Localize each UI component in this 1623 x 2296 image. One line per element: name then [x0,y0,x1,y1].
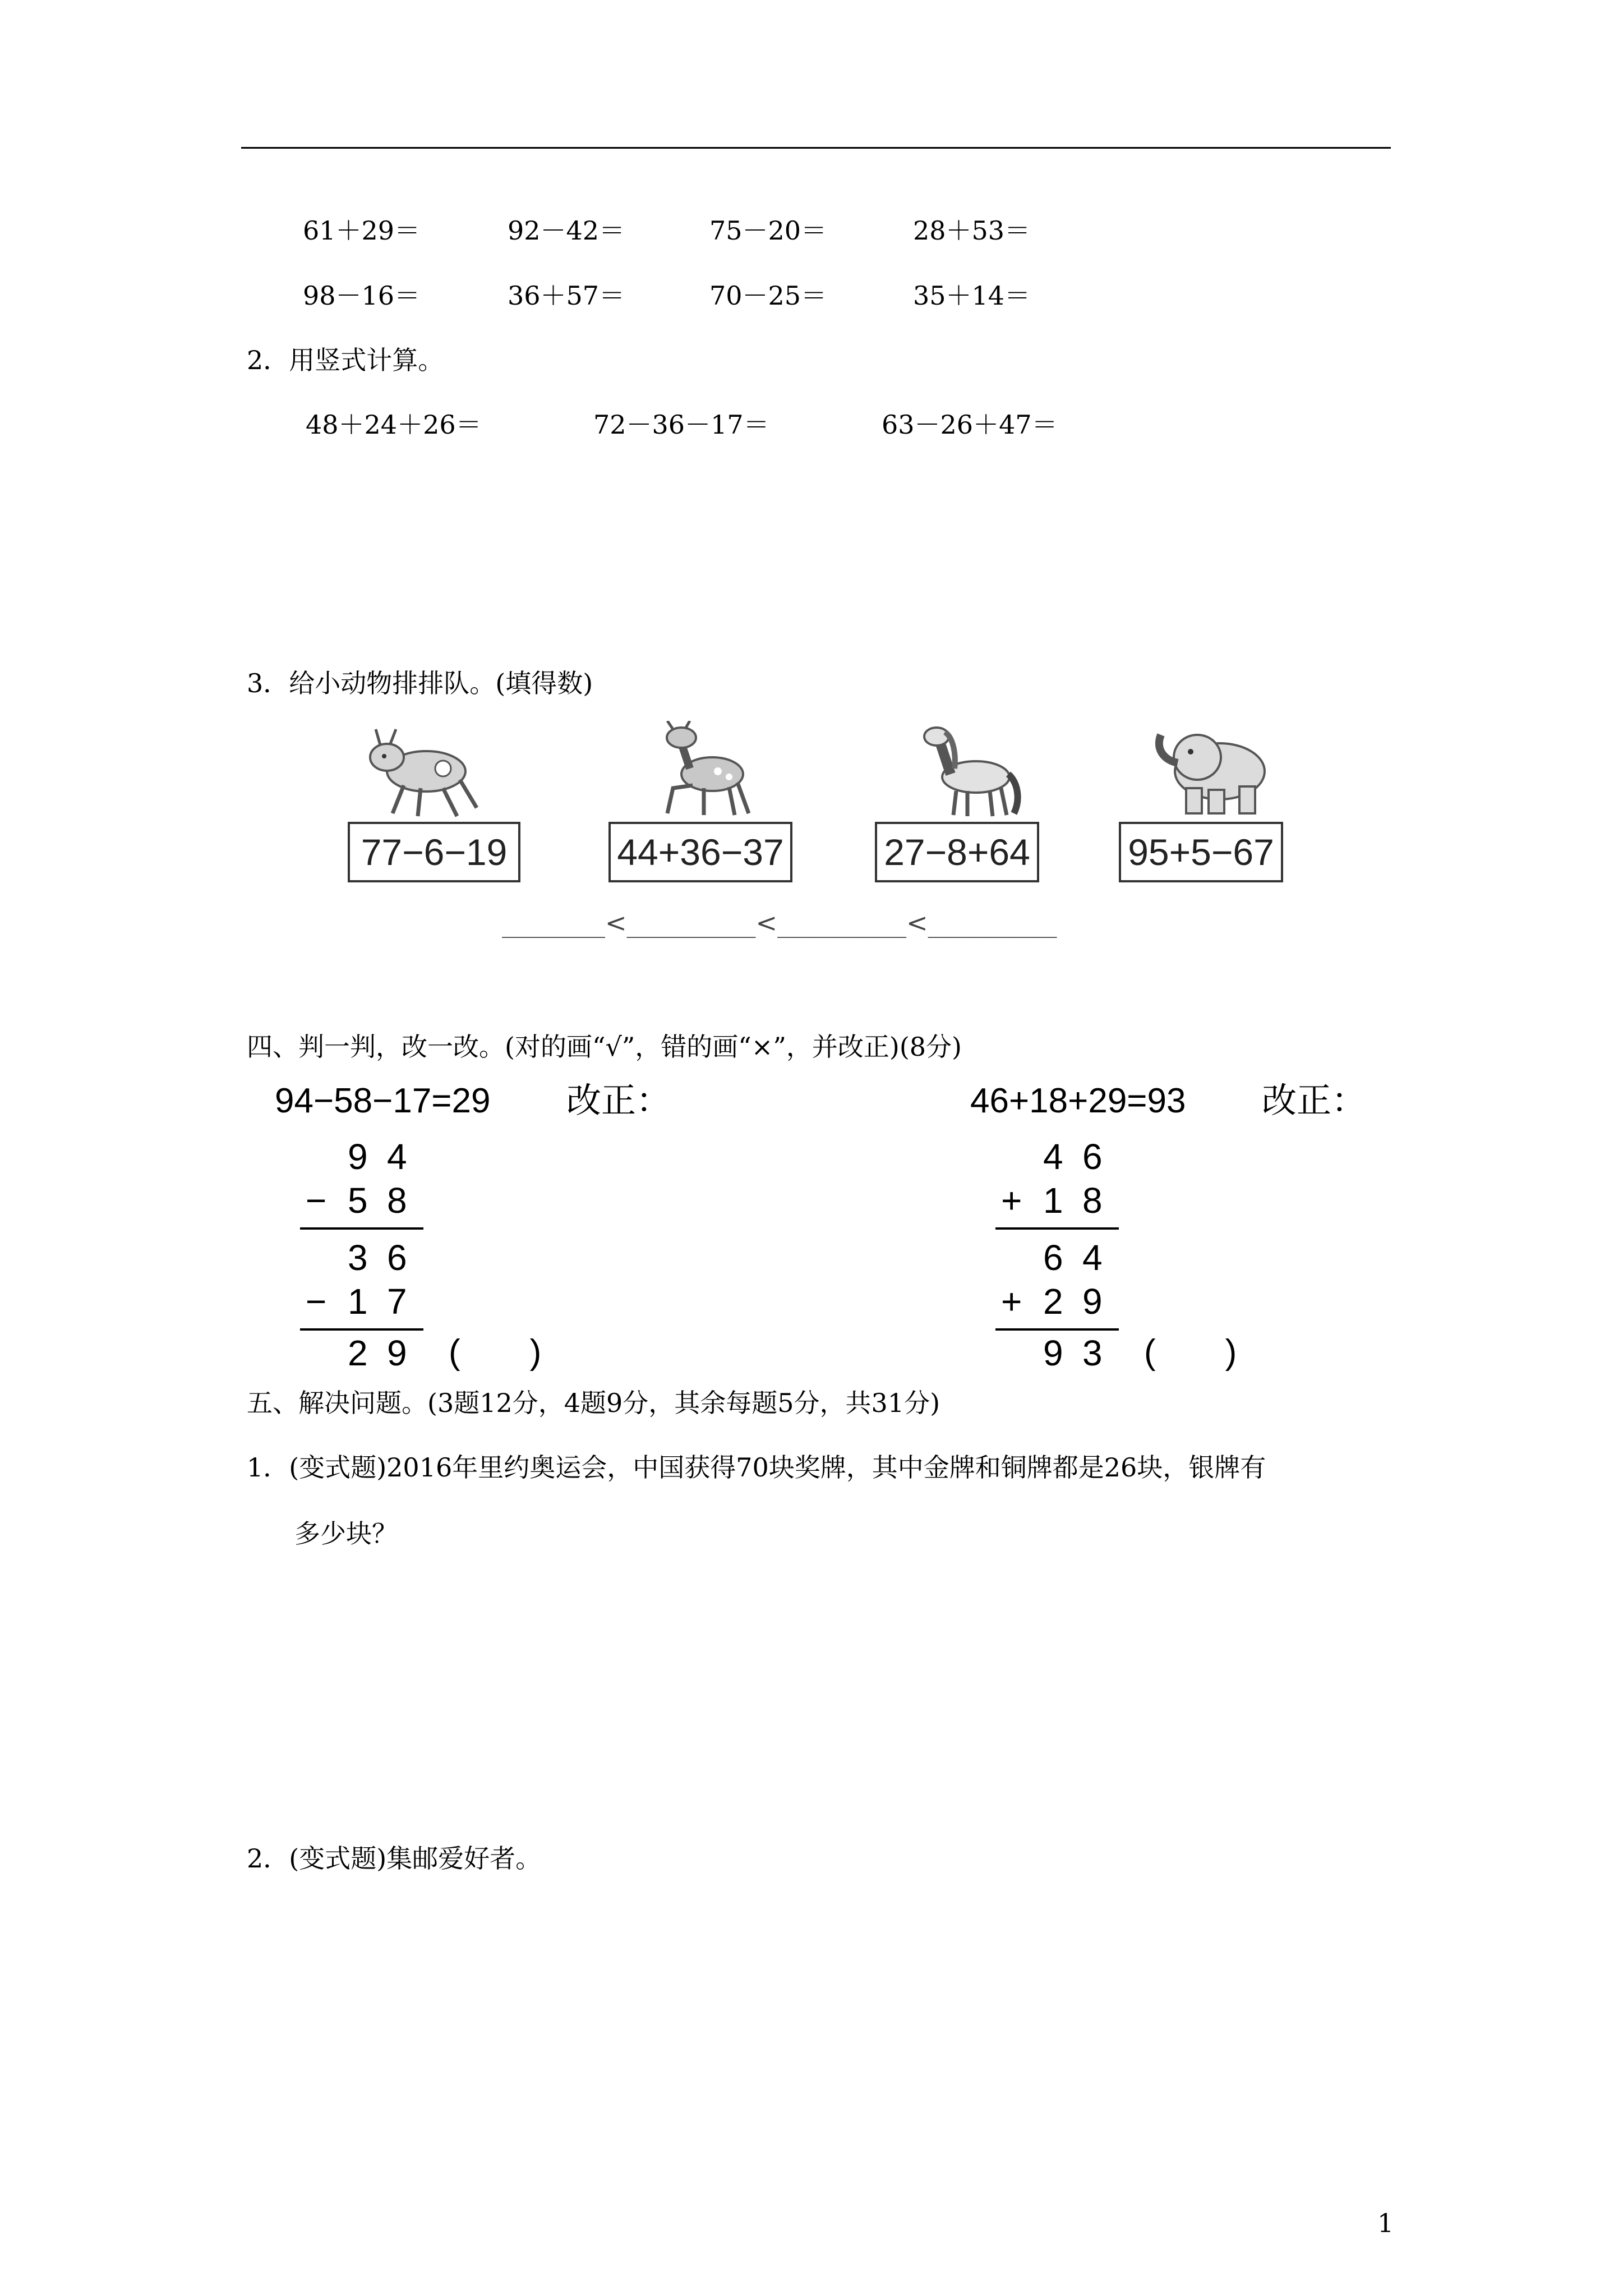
left-digit: 2 [348,1333,368,1373]
page-number: 1 [1377,2208,1394,2238]
left-digit: 5 [348,1180,368,1221]
left-digit: 9 [387,1333,407,1373]
right-digit: 6 [1043,1237,1063,1278]
goat-icon [359,724,488,819]
question1-line2: 多少块？ [294,1519,398,1549]
right-operator: + [1001,1180,1022,1221]
animal-box-1: 77−6−19 [348,822,520,882]
order-answer-line: ________<__________<__________<__________ [502,908,1057,938]
deer-icon [651,721,763,819]
animal-box-3: 27−8+64 [875,822,1039,882]
right-sum-line [995,1328,1119,1331]
right-digit: 4 [1082,1237,1103,1278]
left-correction-label: 改正： [566,1082,671,1120]
header-rule [241,147,1391,149]
oral-calc-row2-item4: 35＋14＝ [913,280,1031,311]
right-digit: 8 [1082,1180,1103,1221]
right-digit: 6 [1082,1137,1103,1177]
left-digit: 9 [348,1137,368,1177]
right-digit: 1 [1043,1180,1063,1221]
animal-box-4: 95+5−67 [1119,822,1283,882]
vertical-calc-item3: 63－26＋47＝ [882,409,1058,440]
left-digit: 3 [348,1237,368,1278]
left-sum-line [300,1328,423,1331]
oral-calc-row1-item3: 75－20＝ [709,215,827,246]
left-answer-paren[interactable]: ( ) [449,1333,542,1372]
right-answer-paren[interactable]: ( ) [1144,1333,1237,1372]
right-digit: 4 [1043,1137,1063,1177]
right-digit: 3 [1082,1333,1103,1373]
left-operator: − [306,1180,327,1221]
oral-calc-row2-item2: 36＋57＝ [508,280,625,311]
vertical-calc-heading: 2．用竖式计算。 [247,345,444,375]
left-operator: − [306,1281,327,1322]
elephant-icon [1147,724,1276,816]
oral-calc-row2-item1: 98－16＝ [303,280,421,311]
vertical-calc-item2: 72－36－17＝ [593,409,769,440]
question2: 2．(变式题)集邮爱好者。 [247,1843,542,1874]
right-digit: 2 [1043,1281,1063,1322]
left-digit: 4 [387,1137,407,1177]
right-operator: + [1001,1281,1022,1322]
left-digit: 1 [348,1281,368,1322]
left-digit: 6 [387,1237,407,1278]
animals-heading: 3．给小动物排排队。(填得数) [247,668,593,698]
left-digit: 8 [387,1180,407,1221]
oral-calc-row1-item4: 28＋53＝ [913,215,1031,246]
oral-calc-row1-item1: 61＋29＝ [303,215,421,246]
section4-heading: 四、判一判，改一改。(对的画“√”，错的画“×”，并改正)(8分) [247,1032,962,1062]
right-correction-label: 改正： [1262,1082,1367,1120]
question1-line1: 1．(变式题)2016年里约奥运会，中国获得70块奖牌，其中金牌和铜牌都是26块，银牌有 [247,1452,1266,1483]
animal-box-2: 44+36−37 [608,822,792,882]
right-digit: 9 [1043,1333,1063,1373]
left-sum-line [300,1227,423,1230]
oral-calc-row2-item3: 70－25＝ [709,280,827,311]
vertical-calc-item1: 48＋24＋26＝ [306,409,482,440]
left-digit: 7 [387,1281,407,1322]
right-equation: 46+18+29=93 [970,1082,1186,1120]
left-equation: 94−58−17=29 [275,1082,491,1120]
section5-heading: 五、解决问题。(3题12分，4题9分，其余每题5分，共31分) [247,1388,940,1418]
horse-icon [914,721,1026,819]
right-digit: 9 [1082,1281,1103,1322]
right-sum-line [995,1227,1119,1230]
oral-calc-row1-item2: 92－42＝ [508,215,625,246]
